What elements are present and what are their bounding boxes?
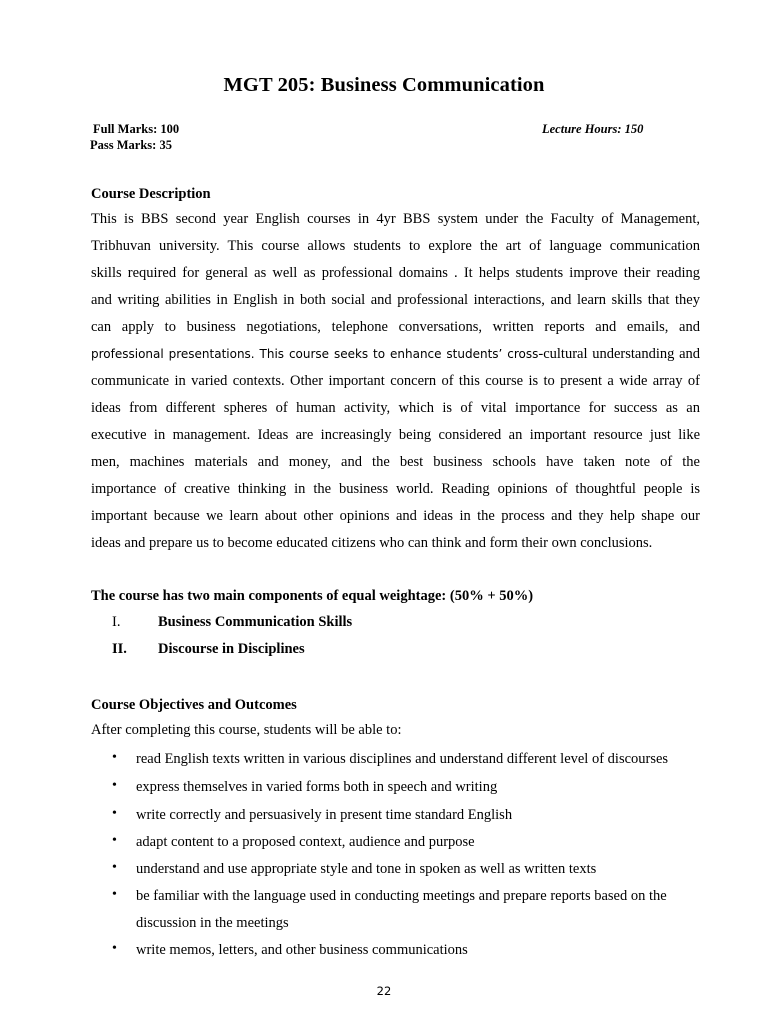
paragraph-line: can apply to business negotiations, telephone conversations, written reports and emails, and: [91, 319, 700, 335]
paragraph-line: important because we learn about other opinions and ideas in the process and they help shape our: [91, 508, 700, 524]
paragraph-line: men, machines materials and money, and the best business schools have taken note of the: [91, 454, 700, 470]
component-label: Discourse in Disciplines: [158, 641, 305, 657]
list-item-text: express themselves in varied forms both in speech and writing: [136, 779, 498, 795]
lecture-hours-label: Lecture Hours: 150: [542, 122, 644, 136]
course-description-paragraph: [91, 210, 700, 561]
objectives-intro: After completing this course, students will be able to:: [91, 722, 402, 738]
page-number: 22: [376, 984, 392, 998]
paragraph-line: Tribhuvan university. This course allows students to explore the art of language communication: [91, 238, 700, 254]
list-item-text-continued: discussion in the meetings: [136, 915, 289, 931]
bullet-icon: •: [112, 887, 117, 902]
list-item-text: be familiar with the language used in conducting meetings and prepare reports based on the: [136, 888, 667, 904]
paragraph-line: ideas from different spheres of human activity, which is of vital importance for success as an: [91, 400, 700, 416]
paragraph-line: executive in management. Ideas are increasingly being considered an important resource just like: [91, 427, 700, 443]
list-item-text: write correctly and persuasively in present time standard English: [136, 807, 513, 823]
paragraph-line: This is BBS second year English courses in 4yr BBS system under the Faculty of Management,: [91, 211, 700, 227]
list-item-text: write memos, letters, and other business communications: [136, 942, 468, 958]
component-number: I.: [112, 614, 121, 630]
bullet-icon: •: [112, 806, 117, 821]
component-number: II.: [112, 641, 127, 657]
list-item-text: read English texts written in various disciplines and understand different level of discourses: [136, 751, 669, 767]
paragraph-line: ideas and prepare us to become educated citizens who can think and form their own conclusions.: [91, 535, 653, 551]
bullet-icon: •: [112, 778, 117, 793]
components-heading: The course has two main components of equal weightage: (50% + 50%): [91, 588, 534, 604]
paragraph-line-mixed-font: [91, 345, 700, 372]
list-item-text: understand and use appropriate style and tone in spoken as well as written texts: [136, 861, 597, 877]
objectives-heading: Course Objectives and Outcomes: [91, 697, 297, 713]
course-description-heading: Course Description: [91, 186, 211, 202]
paragraph-line: importance of creative thinking in the business world. Reading opinions of thoughtful people is: [91, 481, 700, 497]
bullet-icon: •: [112, 941, 117, 956]
sans-serif-run: professional presentations. This course seeks to enhance students’ cross: [91, 347, 539, 361]
paragraph-line: communicate in varied contexts. Other important concern of this course is to present a wide array of: [91, 373, 700, 389]
serif-run: -cultural understanding and: [538, 346, 701, 362]
pass-marks-label: Pass Marks: 35: [90, 138, 172, 152]
component-label: Business Communication Skills: [158, 614, 353, 630]
list-item-text: adapt content to a proposed context, audience and purpose: [136, 834, 475, 850]
bullet-icon: •: [112, 833, 117, 848]
full-marks-label: Full Marks: 100: [93, 122, 180, 136]
page-title: MGT 205: Business Communication: [223, 74, 545, 96]
paragraph-line: skills required for general as well as professional domains . It helps students improve their reading: [91, 265, 700, 281]
bullet-icon: •: [112, 860, 117, 875]
paragraph-line: and writing abilities in English in both social and professional interactions, and learn skills that they: [91, 292, 700, 308]
bullet-icon: •: [112, 750, 117, 765]
